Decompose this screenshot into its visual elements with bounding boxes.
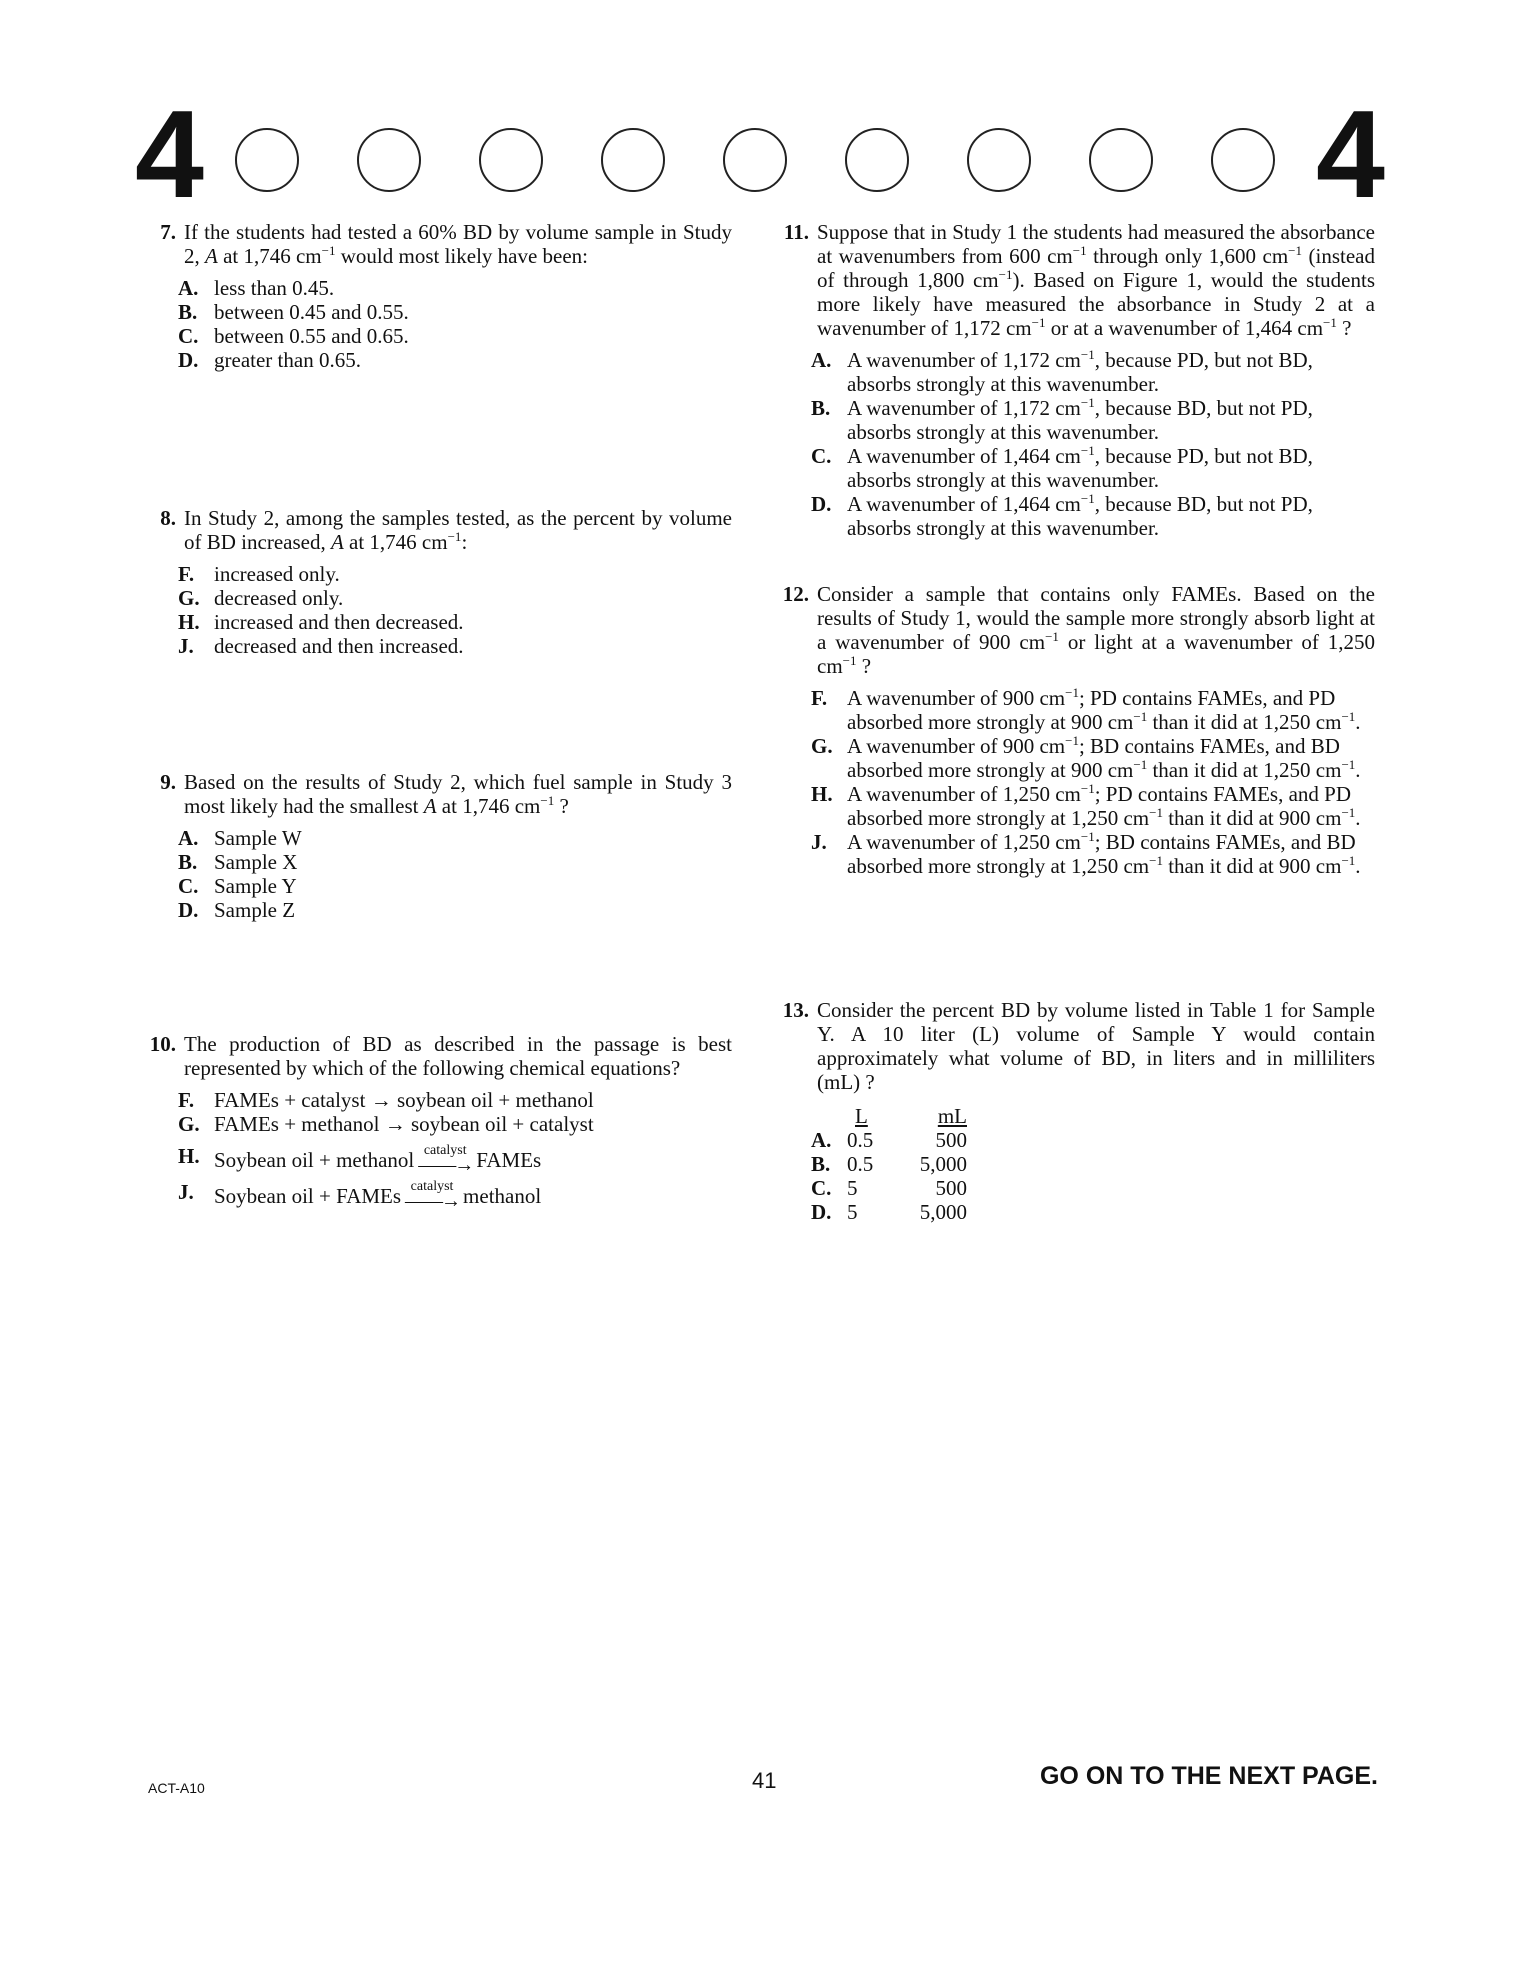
answer-option[interactable]: C. A wavenumber of 1,464 $cm^{-1}$, because PD, but not BD, absorbs strongly at this wavenumber. bbox=[811, 443, 1313, 492]
answer-option[interactable]: B. A wavenumber of 1,172 $cm^{-1}$, because BD, but not PD, absorbs strongly at this wavenumber. bbox=[811, 395, 1313, 444]
question-9 bbox=[142, 770, 732, 922]
answer-option[interactable]: J. Soybean oil + FAMEs catalyst ——→ methanol bbox=[178, 1179, 542, 1212]
answer-option[interactable]: H. Soybean oil + methanol catalyst ——→ FAMEs bbox=[178, 1143, 542, 1176]
section-number-right: 4 bbox=[1316, 86, 1385, 224]
circle-icon bbox=[1089, 128, 1153, 192]
circle-icon bbox=[235, 128, 299, 192]
answer-option[interactable]: A. Sample W bbox=[178, 826, 302, 850]
answer-option[interactable]: C. between 0.55 and 0.65. bbox=[178, 324, 409, 348]
answer-option[interactable]: B. between 0.45 and 0.55. bbox=[178, 300, 409, 324]
section-header bbox=[135, 86, 1385, 224]
answer-options bbox=[142, 1088, 732, 1212]
answer-option[interactable]: B. Sample X bbox=[178, 850, 298, 874]
page-number: 41 bbox=[752, 1768, 777, 1793]
reaction-arrow-icon: catalyst ——→ bbox=[405, 1179, 460, 1212]
circle-icon bbox=[357, 128, 421, 192]
question-11 bbox=[775, 220, 1375, 540]
answer-option[interactable]: F. A wavenumber of 900 $cm^{-1}$; PD contains FAMEs, and PD absorbed more strongly at 900 $cm^{-1}$ than it did at 1,250 $cm^{-1}$. bbox=[811, 685, 1361, 734]
answer-option[interactable]: C. 5 500 bbox=[811, 1176, 967, 1200]
question-7 bbox=[142, 220, 732, 372]
question-number: 12. bbox=[782, 582, 809, 606]
answer-option[interactable]: H. A wavenumber of 1,250 $cm^{-1}$; PD contains FAMEs, and PD absorbed more strongly at 1,250 $cm^{-1}$ than it did at 900 $cm^{-1}$. bbox=[811, 781, 1361, 830]
answer-option[interactable]: F. FAMEs + catalyst → soybean oil + methanol bbox=[178, 1088, 594, 1112]
table-header: L mL bbox=[855, 1104, 967, 1128]
question-stem: Consider the percent BD by volume listed in Table 1 for Sample Y. A 10 liter (L) volume of Sample Y would contain approximately what volume of BD, in liters and in milliliters (mL) ? bbox=[817, 998, 1375, 1094]
circle-icon bbox=[723, 128, 787, 192]
question-number: 10. bbox=[149, 1032, 176, 1056]
answer-option[interactable]: A. less than 0.45. bbox=[178, 276, 335, 300]
answer-option[interactable]: F. increased only. bbox=[178, 562, 340, 586]
circle-icon bbox=[845, 128, 909, 192]
answer-option[interactable]: D. Sample Z bbox=[178, 898, 296, 922]
question-number: 7. bbox=[160, 220, 176, 244]
question-13 bbox=[775, 998, 1375, 1224]
answer-options bbox=[775, 348, 1375, 540]
question-stem: Suppose that in Study 1 the students had measured the absorbance at wavenumbers from 600 $cm^{-1}$ through only 1,600 $cm^{-1}$ (instead of through 1,800 $cm^{-1}$). Based on Figure 1, would the students more likely have measured the absorbance in Study 2 at a wavenumber of 1,172 $cm^{-1}$ or at a wavenumber of 1,464 $cm^{-1}$ ? bbox=[817, 220, 1375, 340]
question-number: 8. bbox=[160, 506, 176, 530]
question-number: 9. bbox=[160, 770, 176, 794]
answer-option[interactable]: C. Sample Y bbox=[178, 874, 297, 898]
question-stem: Consider a sample that contains only FAMEs. Based on the results of Study 1, would the sample more strongly absorb light at a wavenumber of 900 $cm^{-1}$ or light at a wavenumber of 1,250 $cm^{-1}$ ? bbox=[817, 582, 1376, 678]
reaction-arrow-icon: catalyst ——→ bbox=[418, 1143, 473, 1176]
answer-option[interactable]: B. 0.5 5,000 bbox=[811, 1152, 967, 1176]
answer-option[interactable]: D. 5 5,000 bbox=[811, 1200, 967, 1224]
answer-options bbox=[142, 826, 732, 922]
answer-option[interactable]: J. decreased and then increased. bbox=[178, 634, 464, 658]
circle-icon bbox=[967, 128, 1031, 192]
test-code: ACT-A10 bbox=[148, 1780, 205, 1796]
answer-option[interactable]: D. A wavenumber of 1,464 $cm^{-1}$, because BD, but not PD, absorbs strongly at this wavenumber. bbox=[811, 491, 1313, 540]
question-12 bbox=[775, 582, 1375, 878]
answer-options bbox=[775, 686, 1375, 878]
answer-option[interactable]: A. 0.5 500 bbox=[811, 1128, 967, 1152]
section-number-left: 4 bbox=[135, 86, 204, 224]
question-stem: Based on the results of Study 2, which fuel sample in Study 3 most likely had the smallest A at 1,746 $cm^{-1}$ ? bbox=[184, 770, 732, 818]
answer-option[interactable]: J. A wavenumber of 1,250 $cm^{-1}$; BD contains FAMEs, and BD absorbed more strongly at 1,250 $cm^{-1}$ than it did at 900 $cm^{-1}$. bbox=[811, 829, 1361, 878]
question-stem: The production of BD as described in the passage is best represented by which of the following chemical equations? bbox=[184, 1032, 732, 1080]
question-10 bbox=[142, 1032, 732, 1212]
answer-option[interactable]: D. greater than 0.65. bbox=[178, 348, 361, 372]
circle-icon bbox=[1211, 128, 1275, 192]
answer-option[interactable]: H. increased and then decreased. bbox=[178, 610, 464, 634]
next-page-notice: GO ON TO THE NEXT PAGE. bbox=[1039, 1762, 1378, 1790]
answer-option[interactable]: A. A wavenumber of 1,172 $cm^{-1}$, because PD, but not BD, absorbs strongly at this wavenumber. bbox=[811, 347, 1313, 396]
answer-options bbox=[142, 276, 732, 372]
circle-icon bbox=[479, 128, 543, 192]
answer-options bbox=[142, 562, 732, 658]
answer-option[interactable]: G. A wavenumber of 900 $cm^{-1}$; BD contains FAMEs, and BD absorbed more strongly at 900 $cm^{-1}$ than it did at 1,250 $cm^{-1}$. bbox=[811, 733, 1361, 782]
question-stem: In Study 2, among the samples tested, as the percent by volume of BD increased, A at 1,746 $cm^{-1}$: bbox=[184, 506, 732, 554]
circle-icon bbox=[601, 128, 665, 192]
question-number: 13. bbox=[782, 998, 809, 1022]
question-8 bbox=[142, 506, 732, 658]
answer-option[interactable]: G. decreased only. bbox=[178, 586, 344, 610]
answer-table bbox=[775, 1104, 1375, 1224]
question-stem: If the students had tested a 60% BD by volume sample in Study 2, A at 1,746 $cm^{-1}$ would most likely have been: bbox=[184, 220, 732, 268]
question-number: 11. bbox=[783, 220, 809, 244]
answer-option[interactable]: G. FAMEs + methanol → soybean oil + catalyst bbox=[178, 1112, 594, 1136]
